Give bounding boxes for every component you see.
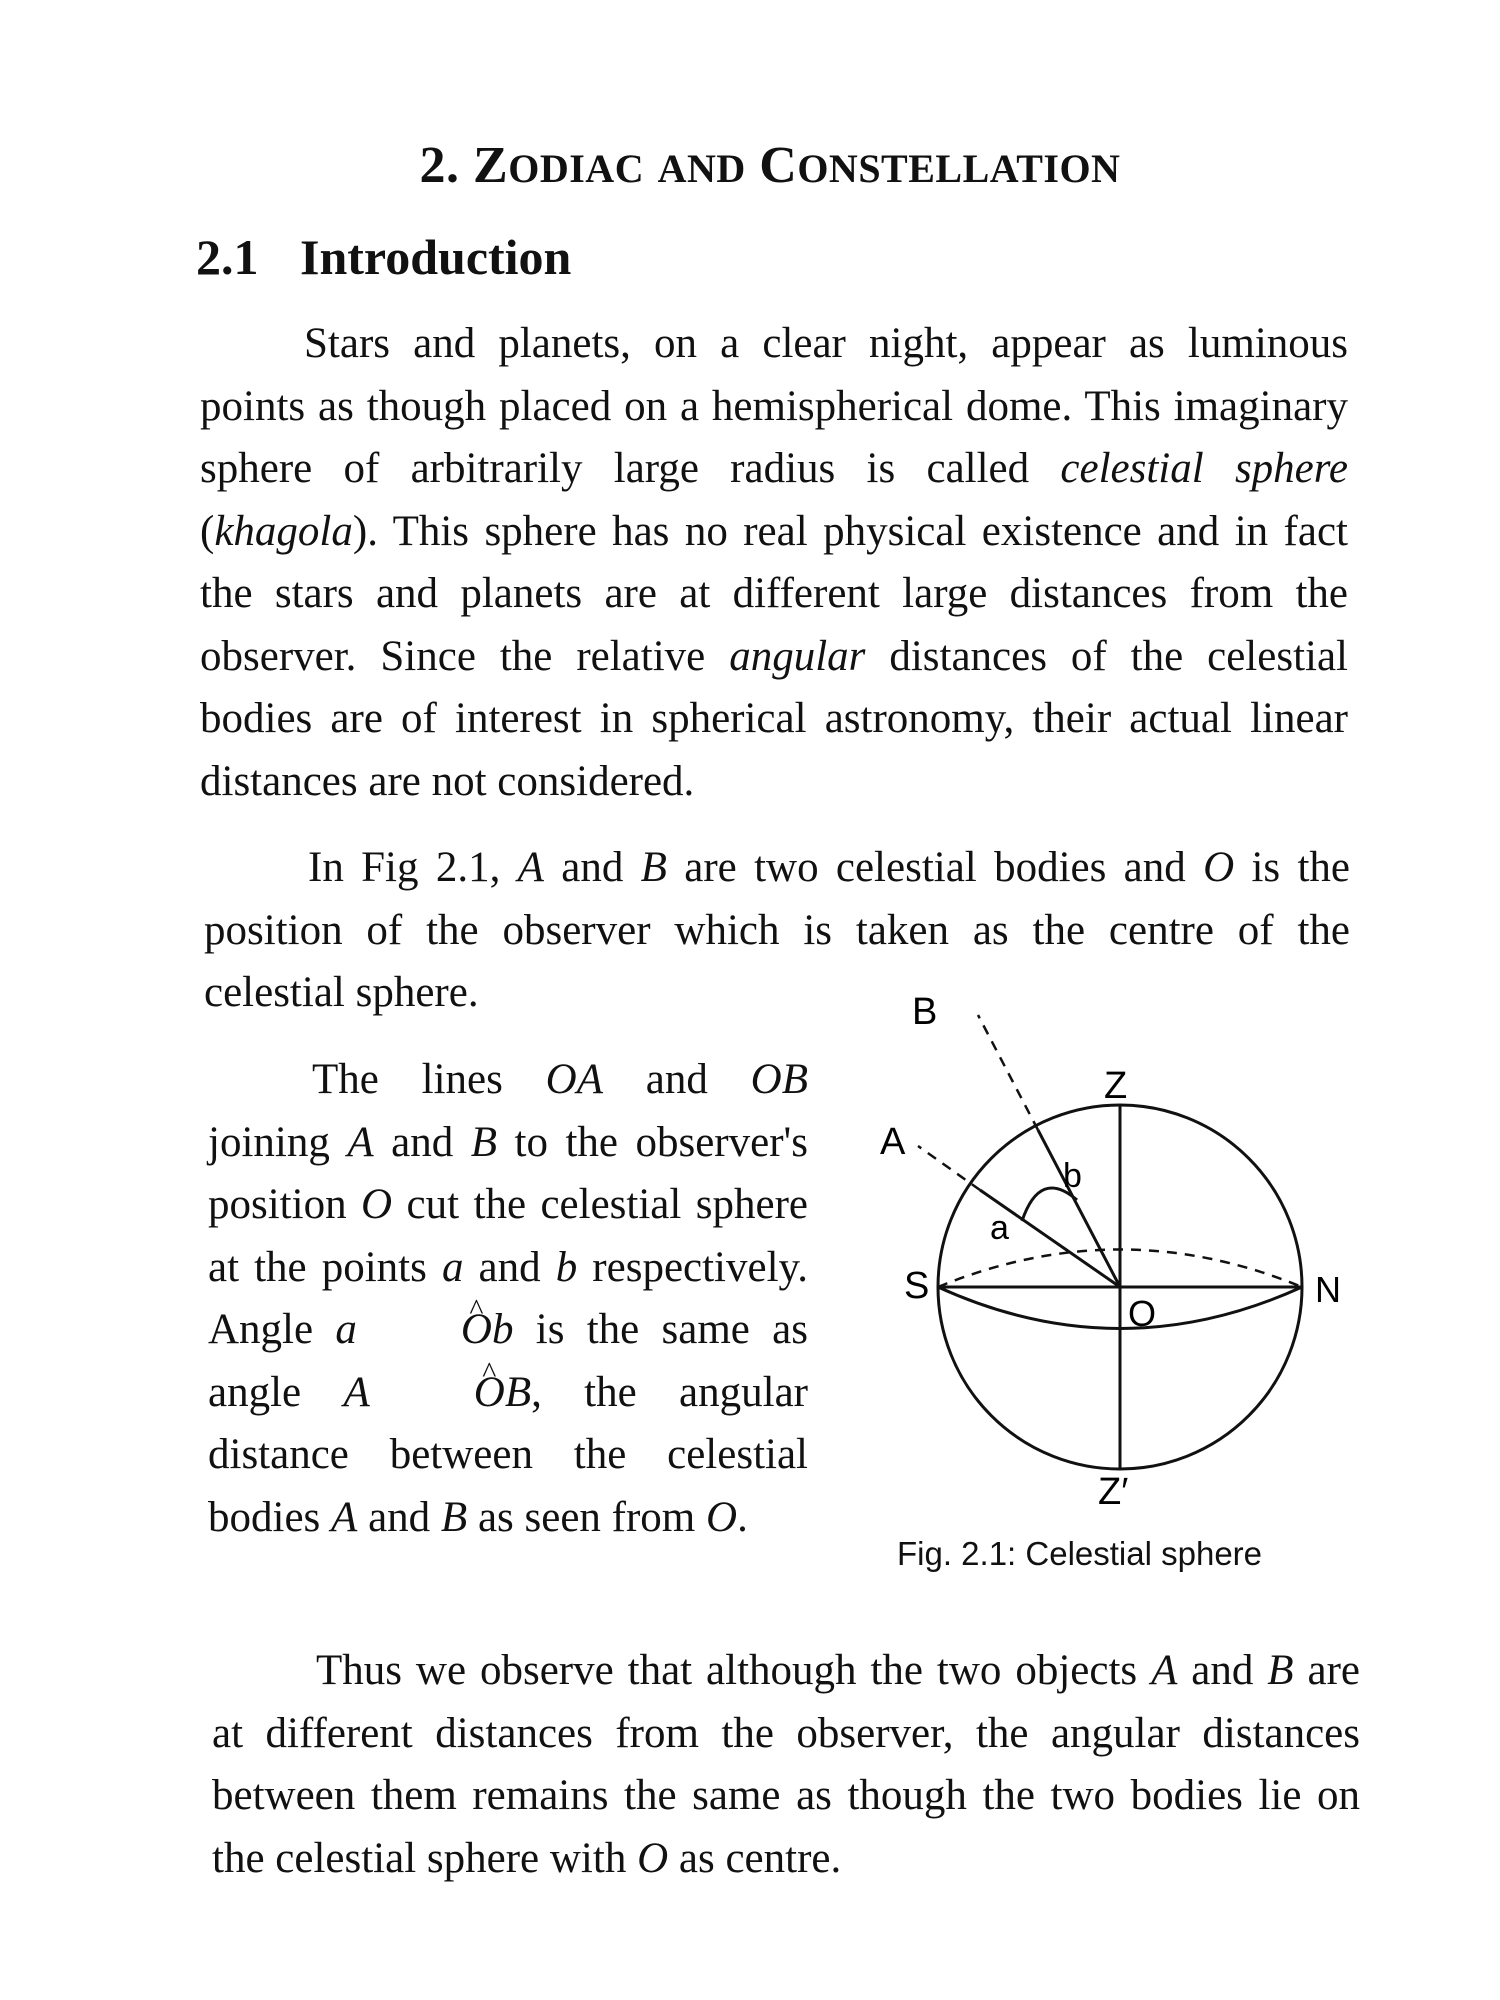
label-B: B <box>912 991 938 1033</box>
text-run: to the observer's position <box>208 1118 808 1228</box>
text-run: ). This sphere has no real physical existence and in fact the stars and planets are at different large distances from the observer. Since the relative <box>200 507 1348 680</box>
paragraph-1 <box>200 313 1348 813</box>
label-Z-prime: Z′ <box>1098 1471 1129 1513</box>
text-run: as seen from <box>467 1493 706 1541</box>
text-run: are at different distances from the observer, the angular distances between them remains the same as though the two bodies lie on the celestial sphere with <box>212 1647 1360 1882</box>
ob-line-inside <box>1038 1130 1120 1287</box>
text-run-italic: O <box>1203 844 1235 891</box>
text-run: Stars and planets, on a clear night, appear as luminous points as though placed on a hemispherical dome. This imaginary sphere of arbitrarily large radius is called <box>200 320 1348 492</box>
label-b: b <box>1063 1157 1082 1195</box>
paragraph-3 <box>208 1049 808 1549</box>
text-run-italic: A <box>517 844 544 891</box>
text-run-italic: celestial sphere <box>1060 445 1348 492</box>
text-run: Thus we observe that although the two objects <box>316 1647 1152 1694</box>
text-run-italic: angular <box>729 632 866 680</box>
label-a: a <box>990 1209 1009 1247</box>
text-run: distances of the celestial bodies are of interest in spherical astronomy, their actual linear distances are not considered. <box>200 632 1348 805</box>
text-run-italic: B <box>1267 1647 1294 1694</box>
chapter-initial: C <box>759 137 798 194</box>
text-run-italic: A <box>343 1368 370 1416</box>
chapter-smallcaps: ONSTELLATION <box>797 146 1121 191</box>
text-run-italic: A <box>1151 1647 1178 1694</box>
text-run: ( <box>200 507 215 555</box>
text-run: is the same as angle <box>208 1306 808 1416</box>
text-run-italic: B <box>504 1368 532 1416</box>
text-run-italic: B <box>440 1493 468 1541</box>
section-heading <box>196 228 571 286</box>
text-run: and <box>463 1243 556 1291</box>
text-run-italic: OB <box>750 1056 808 1103</box>
text-run: respectively. Angle <box>208 1243 808 1353</box>
angle-AOB <box>343 1369 531 1416</box>
text-run: are two celestial bodies and <box>666 844 1204 891</box>
chapter-number: 2. <box>419 137 460 194</box>
text-run-italic: B <box>470 1118 497 1166</box>
text-run-italic: b <box>491 1306 514 1353</box>
chapter-word-1 <box>473 137 644 194</box>
section-title: Introduction <box>300 229 572 285</box>
chapter-word-2: AND <box>657 146 746 191</box>
text-run-italic: b <box>555 1243 578 1291</box>
text-run-italic: khagola <box>214 507 353 555</box>
text-run-italic: ^ O <box>370 1362 505 1425</box>
figure-caption: Fig. 2.1: Celestial sphere <box>897 1535 1263 1572</box>
ob-line-outside <box>978 1015 1038 1130</box>
text-run-italic: O <box>706 1493 738 1541</box>
text-run: and <box>1177 1647 1268 1694</box>
text-run: joining <box>208 1118 348 1166</box>
text-run: The lines <box>312 1056 546 1103</box>
text-run-italic: a <box>335 1306 357 1353</box>
chapter-word-3 <box>759 137 1120 194</box>
text-run-italic: A <box>347 1118 374 1166</box>
chapter-smallcaps: ODIAC <box>508 146 645 191</box>
text-run-italic: O <box>637 1834 669 1882</box>
text-run-italic: ^ O <box>357 1299 492 1362</box>
chapter-title <box>20 136 1500 195</box>
text-run-italic: B <box>640 844 667 891</box>
text-run: cut the celestial sphere at the points <box>208 1181 808 1291</box>
text-run: is the position of the observer which is taken as the centre of the celestial sphere. <box>204 844 1350 1016</box>
label-N: N <box>1315 1269 1340 1310</box>
celestial-sphere-diagram <box>860 990 1340 1590</box>
text-run: and <box>357 1493 441 1541</box>
label-A: A <box>880 1121 906 1163</box>
text-run: , the angular distance between the celestial bodies <box>208 1368 808 1541</box>
text-run: and <box>373 1118 471 1166</box>
text-run: and <box>543 844 641 891</box>
label-S: S <box>904 1265 930 1307</box>
label-O: O <box>1128 1293 1157 1334</box>
paragraph-4 <box>212 1640 1360 1890</box>
text-run-italic: A <box>331 1493 358 1541</box>
text-run: In Fig 2.1, <box>308 844 518 891</box>
celestial-sphere-figure <box>860 990 1340 1590</box>
chapter-initial: Z <box>473 137 509 194</box>
text-run-italic: a <box>441 1243 464 1291</box>
text-run: . <box>737 1493 748 1541</box>
label-Z: Z <box>1104 1065 1128 1107</box>
text-run: as centre. <box>668 1834 842 1882</box>
section-number: 2.1 <box>196 229 259 285</box>
text-run: and <box>602 1056 751 1103</box>
text-run-italic: O <box>361 1181 393 1228</box>
text-run-italic: OA <box>545 1056 603 1103</box>
